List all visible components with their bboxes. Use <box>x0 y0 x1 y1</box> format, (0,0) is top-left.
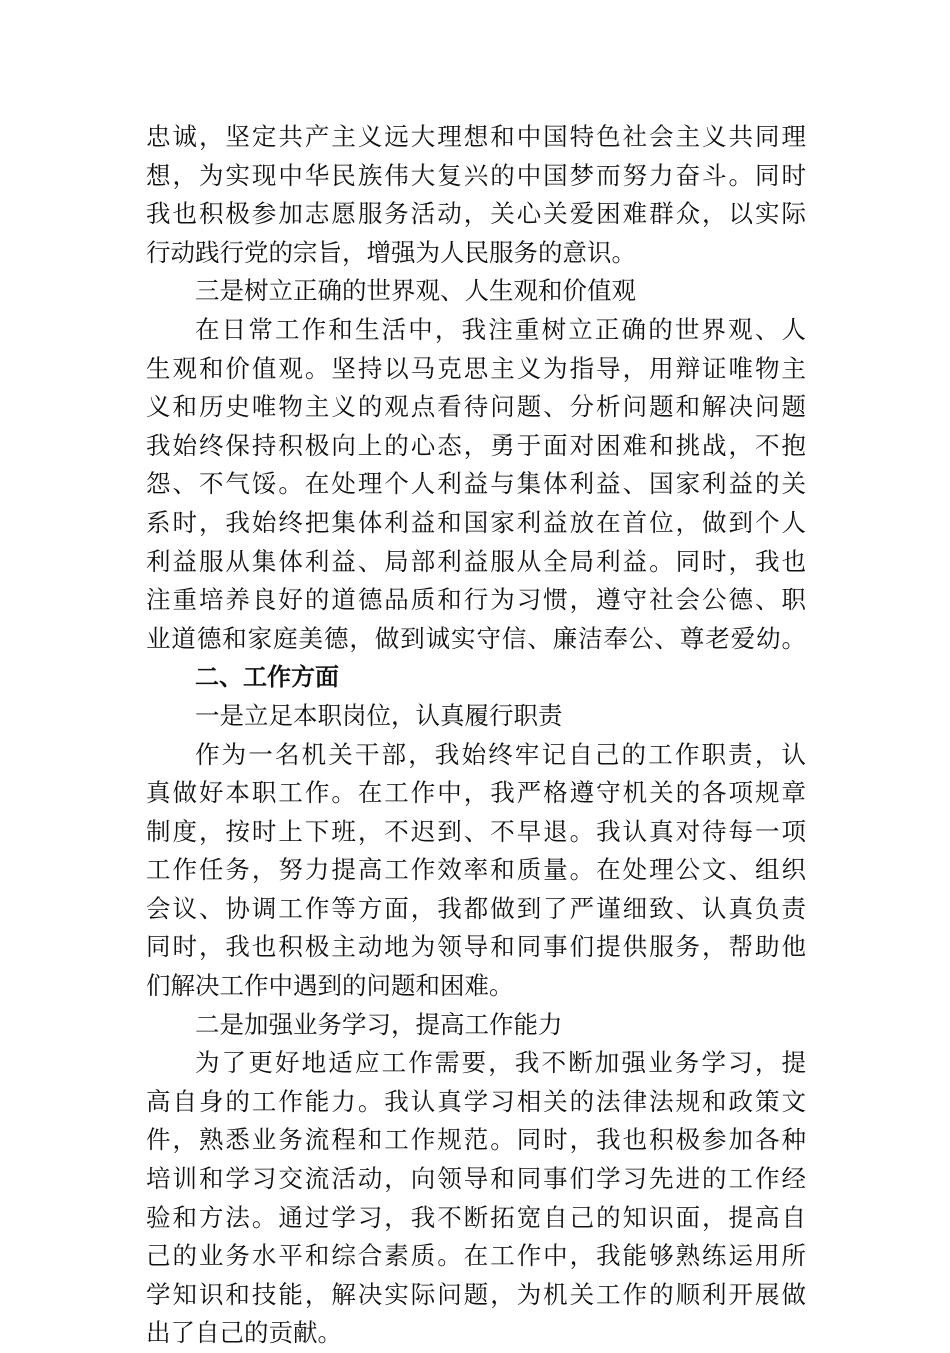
text-line: 会议、协调工作等方面，我都做到了严谨细致、认真负责 <box>146 893 806 923</box>
text-line: 我也积极参加志愿服务活动，关心关爱困难群众，以实际 <box>146 199 806 229</box>
paragraph-loyalty <box>146 118 806 272</box>
paragraph-worldview <box>146 311 806 658</box>
text-line: 作为一名机关干部，我始终牢记自己的工作职责，认 <box>195 739 806 769</box>
text-line: 注重培养良好的道德品质和行为习惯，遵守社会公德、职 <box>146 585 806 615</box>
subheading-duties: 一是立足本职岗位，认真履行职责 <box>195 700 563 730</box>
text-line: 验和方法。通过学习，我不断拓宽自己的知识面，提高自 <box>146 1202 806 1232</box>
subheading-learning: 二是加强业务学习，提高工作能力 <box>195 1009 563 1039</box>
text-line: 生观和价值观。坚持以马克思主义为指导，用辩证唯物主 <box>146 353 806 383</box>
text-line: 件，熟悉业务流程和工作规范。同时，我也积极参加各种 <box>146 1125 806 1155</box>
text-line: 学知识和技能，解决实际问题，为机关工作的顺利开展做 <box>146 1279 806 1309</box>
text-line: 培训和学习交流活动，向领导和同事们学习先进的工作经 <box>146 1164 806 1194</box>
text-line: 业道德和家庭美德，做到诚实守信、廉洁奉公、尊老爱幼。 <box>146 623 806 653</box>
section-heading-work: 二、工作方面 <box>195 663 339 692</box>
text-line: 义和历史唯物主义的观点看待问题、分析问题和解决问题 <box>146 392 806 422</box>
text-line: 工作任务，努力提高工作效率和质量。在处理公文、组织 <box>146 855 806 885</box>
text-line: 忠诚，坚定共产主义远大理想和中国特色社会主义共同理 <box>146 122 806 151</box>
text-line: 我始终保持积极向上的心态，勇于面对困难和挑战，不抱 <box>146 430 806 460</box>
text-line: 们解决工作中遇到的问题和困难。 <box>146 971 514 1001</box>
document-body <box>146 118 806 1353</box>
subheading-worldview: 三是树立正确的世界观、人生观和价值观 <box>195 276 636 306</box>
text-line: 高自身的工作能力。我认真学习相关的法律法规和政策文 <box>146 1086 806 1116</box>
text-line: 系时，我始终把集体利益和国家利益放在首位，做到个人 <box>146 507 806 537</box>
text-line: 同时，我也积极主动地为领导和同事们提供服务，帮助他 <box>146 932 806 962</box>
paragraph-duties <box>146 736 806 1006</box>
text-line: 利益服从集体利益、局部利益服从全局利益。同时，我也 <box>146 546 806 576</box>
text-line: 己的业务水平和综合素质。在工作中，我能够熟练运用所 <box>146 1241 806 1271</box>
text-line: 真做好本职工作。在工作中，我严格遵守机关的各项规章 <box>146 778 806 808</box>
paragraph-learning <box>146 1044 806 1353</box>
text-line: 为了更好地适应工作需要，我不断加强业务学习，提 <box>195 1048 806 1078</box>
text-line: 想，为实现中华民族伟大复兴的中国梦而努力奋斗。同时 <box>146 160 806 190</box>
text-line: 制度，按时上下班，不迟到、不早退。我认真对待每一项 <box>146 816 806 846</box>
text-line: 出了自己的贡献。 <box>146 1318 342 1348</box>
text-line: 在日常工作和生活中，我注重树立正确的世界观、人 <box>195 314 806 344</box>
text-line: 行动践行党的宗旨，增强为人民服务的意识。 <box>146 237 636 267</box>
text-line: 怨、不气馁。在处理个人利益与集体利益、国家利益的关 <box>146 469 806 499</box>
